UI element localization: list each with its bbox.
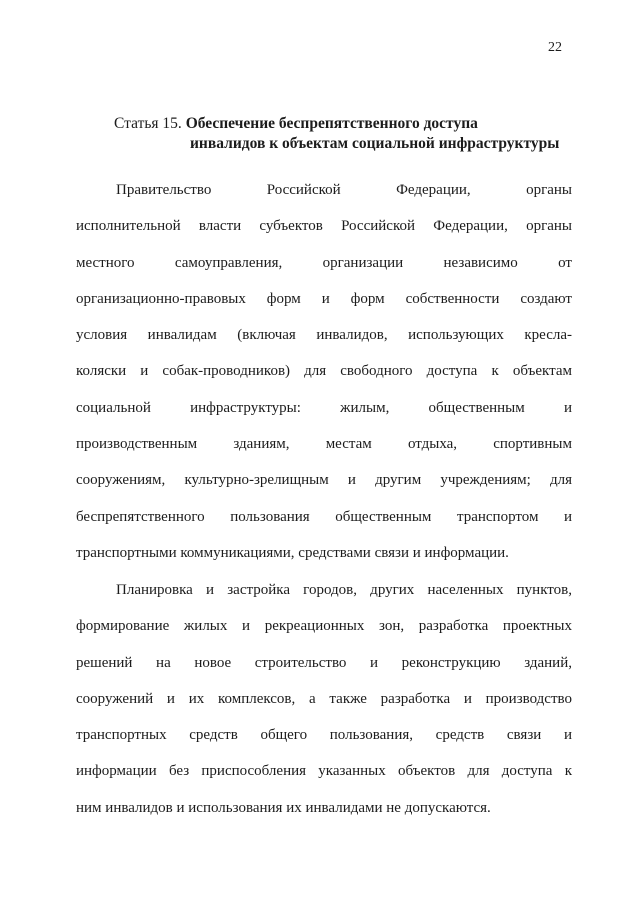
paragraph-line: Планировка и застройка городов, других населенных пунктов, xyxy=(116,582,572,598)
article-number: Статья 15. xyxy=(114,115,182,132)
paragraph-line: информации без приспособления указанных объектов для доступа к xyxy=(76,763,572,780)
paragraph-line: ним инвалидов и использования их инвалидами не допускаются. xyxy=(76,799,491,816)
paragraph-2 xyxy=(76,572,572,826)
paragraph-line: Правительство Российской Федерации, органы xyxy=(116,182,572,198)
paragraph-line: решений на новое строительство и реконструкцию зданий, xyxy=(76,654,572,671)
paragraph-line: организационно-правовых форм и форм собственности создают xyxy=(76,290,572,307)
paragraph-line: производственным зданиям, местам отдыха, спортивным xyxy=(76,436,572,453)
paragraph-line: транспортными коммуникациями, средствами связи и информации. xyxy=(76,544,509,561)
article-heading xyxy=(114,114,559,154)
page-number: 22 xyxy=(548,40,562,55)
paragraph-line: коляски и собак-проводников) для свободного доступа к объектам xyxy=(76,363,572,380)
article-heading-line-1 xyxy=(114,114,559,134)
paragraph-line: исполнительной власти субъектов Российской Федерации, органы xyxy=(76,218,572,235)
paragraph-line: беспрепятственного пользования общественным транспортом и xyxy=(76,508,572,525)
paragraph-line: сооружений и их комплексов, а также разработка и производство xyxy=(76,690,572,707)
paragraph-line: условия инвалидам (включая инвалидов, использующих кресла- xyxy=(76,327,572,344)
paragraph-line: местного самоуправления, организации независимо от xyxy=(76,254,572,271)
paragraph-line: социальной инфраструктуры: жилым, общественным и xyxy=(76,399,572,416)
article-heading-line-2 xyxy=(114,134,559,154)
paragraph-1 xyxy=(76,172,572,571)
paragraph-line: формирование жилых и рекреационных зон, разработка проектных xyxy=(76,618,572,635)
paragraph-line: транспортных средств общего пользования, средств связи и xyxy=(76,727,572,744)
paragraph-line: сооружениям, культурно-зрелищным и другим учреждениям; для xyxy=(76,472,572,489)
article-title-line-2: инвалидов к объектам социальной инфраструктуры xyxy=(190,135,560,152)
article-title-line-1: Обеспечение беспрепятственного доступа xyxy=(185,115,478,132)
